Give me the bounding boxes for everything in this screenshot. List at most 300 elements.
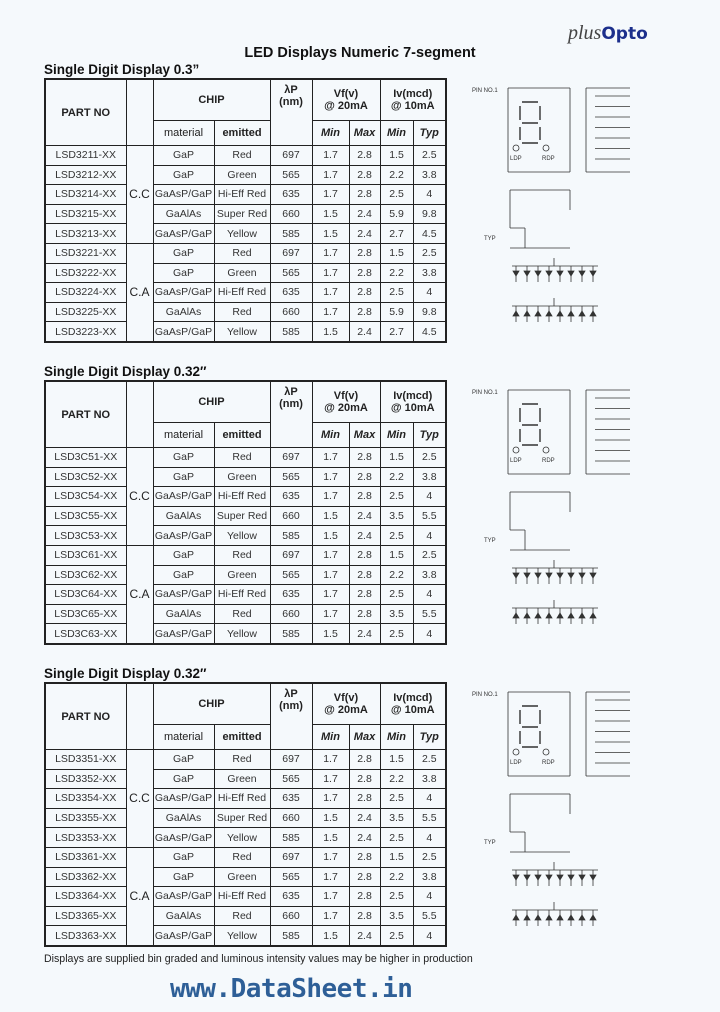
- header-chip: CHIP: [153, 683, 270, 725]
- header-vf-max: Max: [349, 423, 380, 448]
- table-row: [45, 165, 446, 185]
- header-emitted: emitted: [214, 423, 270, 448]
- vf-min: 1.5: [312, 624, 349, 644]
- part-number: LSD3222-XX: [45, 263, 126, 283]
- material: GaAsP/GaP: [153, 526, 214, 546]
- emitted-color: Yellow: [214, 926, 270, 946]
- iv-typ: 4: [413, 185, 446, 205]
- iv-min: 2.5: [380, 283, 413, 303]
- material: GaAlAs: [153, 302, 214, 322]
- material: GaAsP/GaP: [153, 224, 214, 244]
- vf-min: 1.7: [312, 847, 349, 867]
- vf-max: 2.4: [349, 224, 380, 244]
- wavelength: 697: [270, 545, 312, 565]
- vf-min: 1.5: [312, 322, 349, 342]
- rdp-label: RDP: [542, 760, 555, 766]
- iv-min: 5.9: [380, 204, 413, 224]
- material: GaP: [153, 847, 214, 867]
- vf-max: 2.4: [349, 506, 380, 526]
- emitted-color: Red: [214, 243, 270, 263]
- iv-min: 1.5: [380, 750, 413, 770]
- iv-min: 2.5: [380, 624, 413, 644]
- iv-min: 2.2: [380, 769, 413, 789]
- emitted-color: Hi-Eff Red: [214, 585, 270, 605]
- iv-min: 2.5: [380, 887, 413, 907]
- material: GaAsP/GaP: [153, 926, 214, 946]
- table-row: [45, 263, 446, 283]
- iv-min: 2.2: [380, 867, 413, 887]
- vf-max: 2.8: [349, 769, 380, 789]
- vf-max: 2.8: [349, 887, 380, 907]
- material: GaP: [153, 263, 214, 283]
- vf-max: 2.8: [349, 565, 380, 585]
- iv-typ: 9.8: [413, 204, 446, 224]
- vf-max: 2.8: [349, 585, 380, 605]
- vf-min: 1.7: [312, 467, 349, 487]
- table-row: [45, 467, 446, 487]
- header-material: material: [153, 423, 214, 448]
- part-number: LSD3214-XX: [45, 185, 126, 205]
- part-number: LSD3221-XX: [45, 243, 126, 263]
- material: GaAlAs: [153, 506, 214, 526]
- rdp-label: RDP: [542, 458, 555, 464]
- iv-min: 2.5: [380, 185, 413, 205]
- part-number: LSD3225-XX: [45, 302, 126, 322]
- emitted-color: Red: [214, 750, 270, 770]
- emitted-color: Red: [214, 847, 270, 867]
- vf-max: 2.8: [349, 545, 380, 565]
- part-number: LSD3C62-XX: [45, 565, 126, 585]
- part-number: LSD3C52-XX: [45, 467, 126, 487]
- vf-min: 1.7: [312, 185, 349, 205]
- vf-min: 1.5: [312, 204, 349, 224]
- header-material: material: [153, 121, 214, 146]
- iv-min: 2.5: [380, 789, 413, 809]
- iv-min: 2.2: [380, 565, 413, 585]
- circuit-schematic: [512, 258, 598, 282]
- common-type: C.A: [126, 243, 153, 341]
- header-row: [45, 683, 446, 725]
- ldp-label: LDP: [510, 760, 522, 766]
- iv-typ: 2.5: [413, 243, 446, 263]
- part-number: LSD3C63-XX: [45, 624, 126, 644]
- circuit-schematic: [512, 560, 598, 584]
- wavelength: 585: [270, 526, 312, 546]
- iv-min: 3.5: [380, 906, 413, 926]
- common-type: C.C: [126, 448, 153, 546]
- table-row: [45, 506, 446, 526]
- emitted-color: Green: [214, 769, 270, 789]
- vf-min: 1.7: [312, 448, 349, 468]
- part-number: LSD3224-XX: [45, 283, 126, 303]
- emitted-color: Yellow: [214, 224, 270, 244]
- circuit-schematic: [512, 862, 598, 886]
- vf-max: 2.8: [349, 847, 380, 867]
- material: GaP: [153, 243, 214, 263]
- vf-max: 2.4: [349, 926, 380, 946]
- emitted-color: Yellow: [214, 624, 270, 644]
- material: GaAsP/GaP: [153, 624, 214, 644]
- wavelength: 565: [270, 467, 312, 487]
- wavelength: 585: [270, 828, 312, 848]
- wavelength: 660: [270, 604, 312, 624]
- material: GaAsP/GaP: [153, 585, 214, 605]
- wavelength: 660: [270, 302, 312, 322]
- table-row: [45, 565, 446, 585]
- table-row: [45, 926, 446, 946]
- wavelength: 565: [270, 565, 312, 585]
- iv-typ: 3.8: [413, 565, 446, 585]
- table-row: [45, 789, 446, 809]
- vf-max: 2.4: [349, 204, 380, 224]
- wavelength: 635: [270, 185, 312, 205]
- emitted-color: Super Red: [214, 506, 270, 526]
- pin-label: PIN NO.1: [472, 88, 498, 94]
- iv-typ: 2.5: [413, 750, 446, 770]
- vf-max: 2.8: [349, 302, 380, 322]
- package-outline: [508, 390, 630, 550]
- header-iv-typ: Typ: [413, 725, 446, 750]
- iv-typ: 4: [413, 789, 446, 809]
- table-row: [45, 302, 446, 322]
- common-type: C.A: [126, 545, 153, 643]
- wavelength: 660: [270, 808, 312, 828]
- page-title: LED Displays Numeric 7-segment: [244, 45, 476, 61]
- header-vf-min: Min: [312, 423, 349, 448]
- part-number: LSD3351-XX: [45, 750, 126, 770]
- logo-opto: Opto: [601, 24, 648, 44]
- wavelength: 660: [270, 204, 312, 224]
- vf-max: 2.8: [349, 185, 380, 205]
- header-vf: Vf(v) @ 20mA: [312, 381, 380, 423]
- iv-min: 2.5: [380, 585, 413, 605]
- pin-label: PIN NO.1: [472, 692, 498, 698]
- header-type: [126, 79, 153, 146]
- header-vf-max: Max: [349, 121, 380, 146]
- material: GaP: [153, 545, 214, 565]
- table-row: [45, 624, 446, 644]
- header-vf: Vf(v) @ 20mA: [312, 683, 380, 725]
- wavelength: 697: [270, 146, 312, 166]
- emitted-color: Green: [214, 263, 270, 283]
- iv-min: 1.5: [380, 545, 413, 565]
- part-number: LSD3352-XX: [45, 769, 126, 789]
- wavelength: 565: [270, 769, 312, 789]
- vf-min: 1.7: [312, 604, 349, 624]
- material: GaP: [153, 165, 214, 185]
- iv-min: 2.2: [380, 467, 413, 487]
- rdp-label: RDP: [542, 156, 555, 162]
- iv-min: 2.7: [380, 322, 413, 342]
- vf-max: 2.8: [349, 789, 380, 809]
- header-vf: Vf(v) @ 20mA: [312, 79, 380, 121]
- vf-max: 2.4: [349, 828, 380, 848]
- table-row: [45, 243, 446, 263]
- material: GaP: [153, 467, 214, 487]
- typ-label: TYP: [484, 840, 496, 846]
- table-row: [45, 867, 446, 887]
- wavelength: 565: [270, 867, 312, 887]
- wavelength: 585: [270, 624, 312, 644]
- dimension-diagram: [470, 382, 690, 652]
- vf-min: 1.7: [312, 165, 349, 185]
- part-number: LSD3353-XX: [45, 828, 126, 848]
- vf-min: 1.7: [312, 283, 349, 303]
- vf-min: 1.5: [312, 828, 349, 848]
- table-row: [45, 808, 446, 828]
- header-chip: CHIP: [153, 79, 270, 121]
- vf-max: 2.8: [349, 906, 380, 926]
- watermark: www.DataSheet.in: [170, 974, 413, 1004]
- iv-typ: 4: [413, 487, 446, 507]
- iv-typ: 3.8: [413, 263, 446, 283]
- material: GaAsP/GaP: [153, 789, 214, 809]
- vf-max: 2.8: [349, 750, 380, 770]
- table-row: [45, 146, 446, 166]
- material: GaAsP/GaP: [153, 322, 214, 342]
- material: GaP: [153, 448, 214, 468]
- table-row: [45, 847, 446, 867]
- table-row: [45, 828, 446, 848]
- table-row: [45, 769, 446, 789]
- logo-plus: plus: [568, 22, 602, 44]
- material: GaAlAs: [153, 204, 214, 224]
- vf-min: 1.5: [312, 526, 349, 546]
- iv-min: 3.5: [380, 604, 413, 624]
- table-row: [45, 448, 446, 468]
- iv-min: 1.5: [380, 243, 413, 263]
- vf-min: 1.7: [312, 887, 349, 907]
- wavelength: 585: [270, 926, 312, 946]
- wavelength: 697: [270, 243, 312, 263]
- emitted-color: Hi-Eff Red: [214, 789, 270, 809]
- emitted-color: Red: [214, 302, 270, 322]
- wavelength: 585: [270, 224, 312, 244]
- footnote: Displays are supplied bin graded and luminous intensity values may be higher in production: [44, 953, 473, 965]
- iv-min: 1.5: [380, 448, 413, 468]
- emitted-color: Red: [214, 545, 270, 565]
- iv-typ: 4: [413, 887, 446, 907]
- header-iv-typ: Typ: [413, 423, 446, 448]
- part-number: LSD3C65-XX: [45, 604, 126, 624]
- part-number: LSD3215-XX: [45, 204, 126, 224]
- table-row: [45, 887, 446, 907]
- wavelength: 660: [270, 906, 312, 926]
- vf-max: 2.8: [349, 146, 380, 166]
- part-number: LSD3362-XX: [45, 867, 126, 887]
- emitted-color: Super Red: [214, 808, 270, 828]
- vf-min: 1.7: [312, 146, 349, 166]
- vf-min: 1.7: [312, 487, 349, 507]
- part-number: LSD3C64-XX: [45, 585, 126, 605]
- common-type: C.C: [126, 750, 153, 848]
- part-number: LSD3C55-XX: [45, 506, 126, 526]
- material: GaP: [153, 750, 214, 770]
- wavelength: 585: [270, 322, 312, 342]
- section-heading: Single Digit Display 0.32″: [44, 666, 207, 681]
- vf-max: 2.8: [349, 867, 380, 887]
- part-number: LSD3364-XX: [45, 887, 126, 907]
- iv-typ: 5.5: [413, 604, 446, 624]
- emitted-color: Yellow: [214, 526, 270, 546]
- header-wavelength: λP (nm): [270, 79, 312, 146]
- iv-min: 2.2: [380, 165, 413, 185]
- iv-typ: 4.5: [413, 322, 446, 342]
- iv-typ: 4: [413, 585, 446, 605]
- header-wavelength: λP (nm): [270, 683, 312, 750]
- wavelength: 697: [270, 847, 312, 867]
- table-row: [45, 322, 446, 342]
- wavelength: 635: [270, 585, 312, 605]
- part-number: LSD3361-XX: [45, 847, 126, 867]
- vf-min: 1.5: [312, 506, 349, 526]
- vf-min: 1.5: [312, 926, 349, 946]
- emitted-color: Yellow: [214, 322, 270, 342]
- header-vf-min: Min: [312, 121, 349, 146]
- spec-table: [44, 682, 447, 947]
- header-wavelength: λP (nm): [270, 381, 312, 448]
- material: GaAsP/GaP: [153, 887, 214, 907]
- part-number: LSD3C61-XX: [45, 545, 126, 565]
- vf-min: 1.7: [312, 243, 349, 263]
- iv-typ: 5.5: [413, 506, 446, 526]
- table-row: [45, 185, 446, 205]
- section-heading: Single Digit Display 0.3”: [44, 62, 200, 77]
- emitted-color: Hi-Eff Red: [214, 185, 270, 205]
- emitted-color: Green: [214, 165, 270, 185]
- header-part-no: PART NO: [45, 381, 126, 448]
- header-iv: Iv(mcd) @ 10mA: [380, 381, 446, 423]
- vf-max: 2.4: [349, 322, 380, 342]
- vf-min: 1.7: [312, 585, 349, 605]
- header-iv-min: Min: [380, 121, 413, 146]
- table-row: [45, 224, 446, 244]
- header-type: [126, 381, 153, 448]
- part-number: LSD3211-XX: [45, 146, 126, 166]
- spec-table: [44, 78, 447, 343]
- vf-min: 1.7: [312, 565, 349, 585]
- vf-max: 2.8: [349, 263, 380, 283]
- material: GaAsP/GaP: [153, 283, 214, 303]
- wavelength: 697: [270, 448, 312, 468]
- common-type: C.C: [126, 146, 153, 244]
- vf-max: 2.8: [349, 283, 380, 303]
- material: GaAlAs: [153, 906, 214, 926]
- material: GaAsP/GaP: [153, 487, 214, 507]
- iv-min: 2.7: [380, 224, 413, 244]
- pin-label: PIN NO.1: [472, 390, 498, 396]
- emitted-color: Yellow: [214, 828, 270, 848]
- common-type: C.A: [126, 847, 153, 945]
- iv-typ: 2.5: [413, 545, 446, 565]
- table-row: [45, 283, 446, 303]
- material: GaP: [153, 146, 214, 166]
- emitted-color: Red: [214, 146, 270, 166]
- table-row: [45, 906, 446, 926]
- iv-typ: 3.8: [413, 165, 446, 185]
- header-material: material: [153, 725, 214, 750]
- header-iv-min: Min: [380, 423, 413, 448]
- vf-min: 1.5: [312, 808, 349, 828]
- wavelength: 635: [270, 789, 312, 809]
- iv-typ: 5.5: [413, 808, 446, 828]
- emitted-color: Hi-Eff Red: [214, 283, 270, 303]
- header-vf-min: Min: [312, 725, 349, 750]
- vf-min: 1.7: [312, 302, 349, 322]
- iv-typ: 9.8: [413, 302, 446, 322]
- vf-max: 2.4: [349, 526, 380, 546]
- vf-max: 2.8: [349, 243, 380, 263]
- part-number: LSD3365-XX: [45, 906, 126, 926]
- header-emitted: emitted: [214, 121, 270, 146]
- part-number: LSD3C54-XX: [45, 487, 126, 507]
- part-number: LSD3213-XX: [45, 224, 126, 244]
- material: GaP: [153, 565, 214, 585]
- table-row: [45, 604, 446, 624]
- table-row: [45, 526, 446, 546]
- table-row: [45, 487, 446, 507]
- header-iv-min: Min: [380, 725, 413, 750]
- emitted-color: Green: [214, 467, 270, 487]
- iv-min: 2.5: [380, 926, 413, 946]
- table-row: [45, 750, 446, 770]
- wavelength: 565: [270, 263, 312, 283]
- header-chip: CHIP: [153, 381, 270, 423]
- vf-max: 2.8: [349, 448, 380, 468]
- table-row: [45, 545, 446, 565]
- emitted-color: Red: [214, 448, 270, 468]
- material: GaP: [153, 867, 214, 887]
- iv-min: 2.5: [380, 828, 413, 848]
- emitted-color: Green: [214, 867, 270, 887]
- iv-typ: 4: [413, 624, 446, 644]
- package-outline: [508, 88, 630, 248]
- emitted-color: Hi-Eff Red: [214, 487, 270, 507]
- material: GaAlAs: [153, 808, 214, 828]
- wavelength: 697: [270, 750, 312, 770]
- circuit-schematic: [512, 902, 598, 926]
- iv-typ: 2.5: [413, 146, 446, 166]
- vf-max: 2.4: [349, 624, 380, 644]
- dimension-diagram: [470, 684, 690, 954]
- header-row: [45, 381, 446, 423]
- iv-typ: 2.5: [413, 847, 446, 867]
- header-vf-max: Max: [349, 725, 380, 750]
- emitted-color: Red: [214, 604, 270, 624]
- ldp-label: LDP: [510, 458, 522, 464]
- material: GaAlAs: [153, 604, 214, 624]
- header-emitted: emitted: [214, 725, 270, 750]
- iv-typ: 3.8: [413, 467, 446, 487]
- part-number: LSD3C51-XX: [45, 448, 126, 468]
- vf-min: 1.7: [312, 769, 349, 789]
- part-number: LSD3212-XX: [45, 165, 126, 185]
- header-row: [45, 79, 446, 121]
- package-outline: [508, 692, 630, 852]
- table-row: [45, 204, 446, 224]
- iv-typ: 5.5: [413, 906, 446, 926]
- vf-min: 1.7: [312, 789, 349, 809]
- circuit-schematic: [512, 600, 598, 624]
- iv-typ: 4.5: [413, 224, 446, 244]
- wavelength: 660: [270, 506, 312, 526]
- vf-max: 2.8: [349, 604, 380, 624]
- iv-typ: 4: [413, 926, 446, 946]
- iv-typ: 3.8: [413, 867, 446, 887]
- iv-typ: 4: [413, 283, 446, 303]
- iv-typ: 4: [413, 828, 446, 848]
- vf-min: 1.7: [312, 263, 349, 283]
